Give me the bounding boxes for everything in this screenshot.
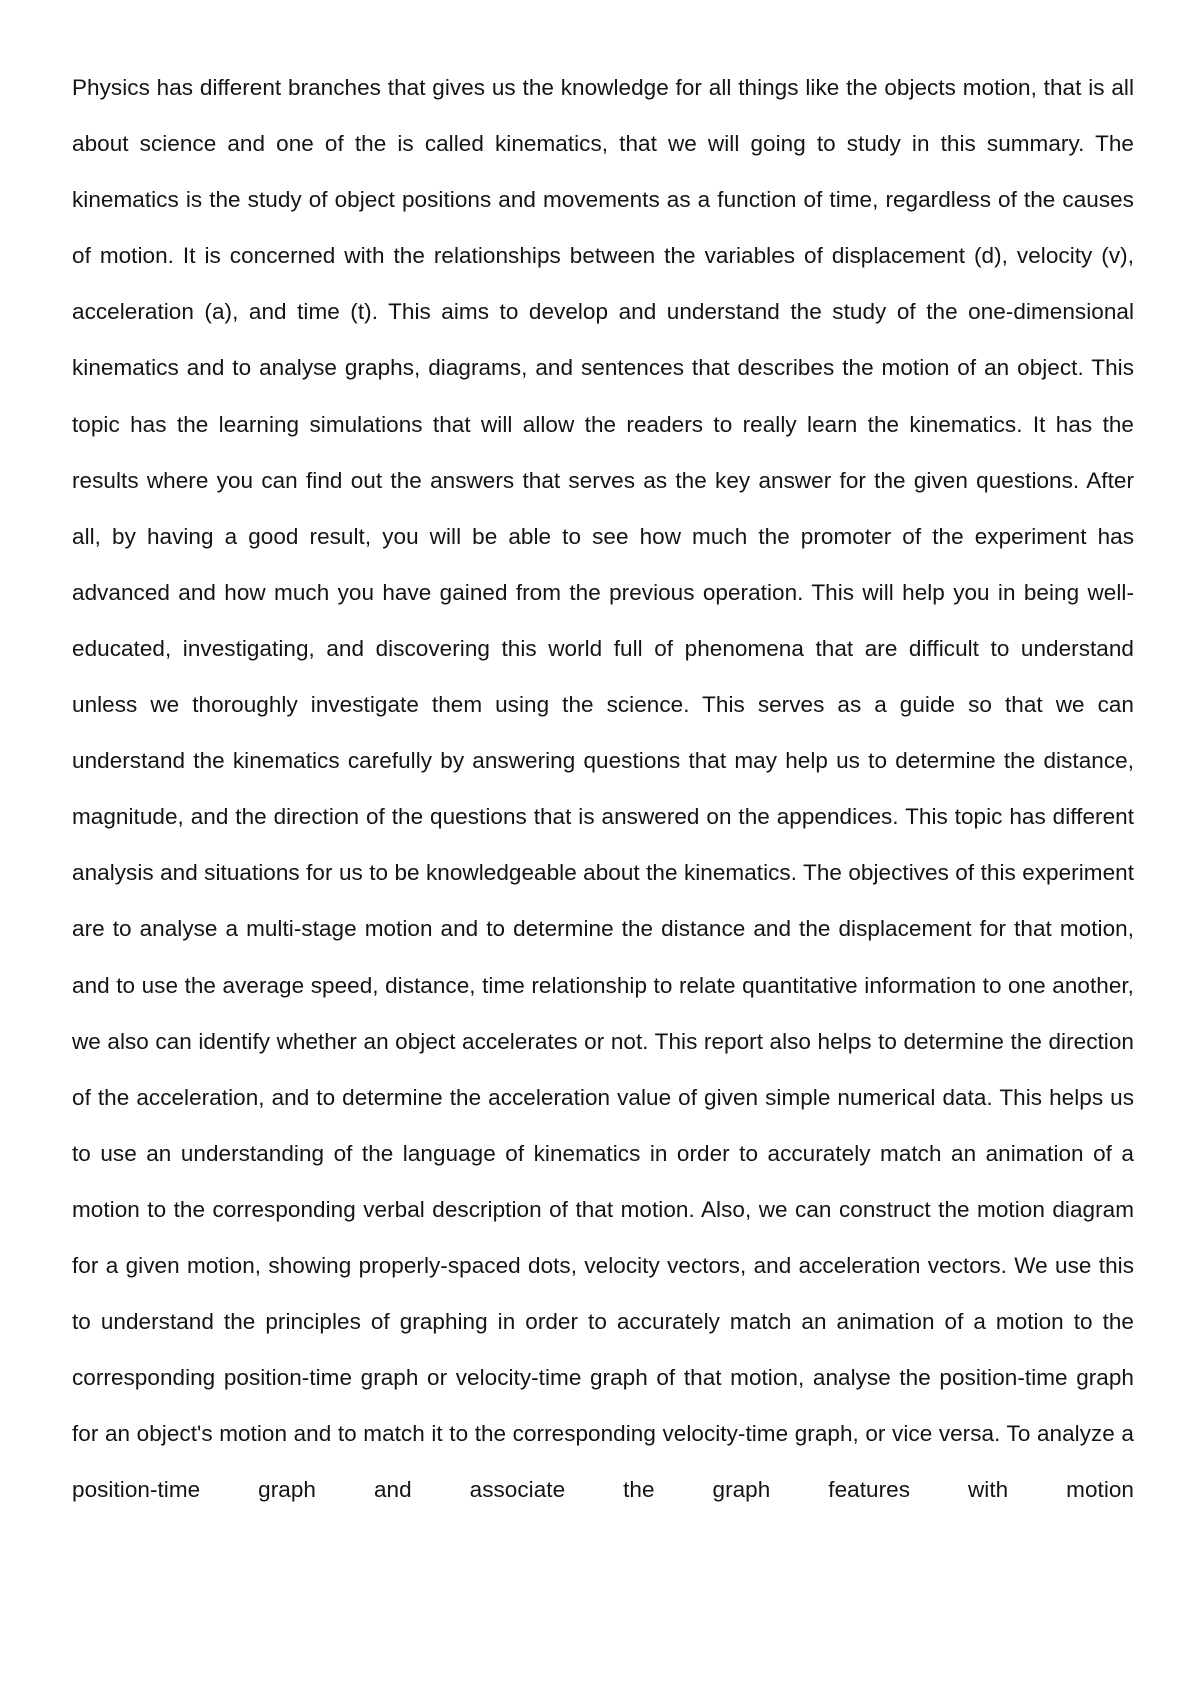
body-paragraph: Physics has different branches that gives us the knowledge for all things like the objects motion, that is all about science and one of the is called kinematics, that we will going to study in this summary. The kinematics is the study of object positions and movements as a function of time, regardless of the causes of motion. It is concerned with the relationships between the variables of displacement (d), velocity (v), acceleration (a), and time (t). This aims to develop and understand the study of the one-dimensional kinematics and to analyse graphs, diagrams, and sentences that describes the motion of an object. This topic has the learning simulations that will allow the readers to really learn the kinematics. It has the results where you can find out the answers that serves as the key answer for the given questions. After all, by having a good result, you will be able to see how much the promoter of the experiment has advanced and how much you have gained from the previous operation. This will help you in being well-educated, investigating, and discovering this world full of phenomena that are difficult to understand unless we thoroughly investigate them using the science. This serves as a guide so that we can understand the kinematics carefully by answering questions that may help us to determine the distance, magnitude, and the direction of the questions that is answered on the appendices. This topic has different analysis and situations for us to be knowledgeable about the kinematics. The objectives of this experiment are to analyse a multi-stage motion and to determine the distance and the displacement for that motion, and to use the average speed, distance, time relationship to relate quantitative information to one another, we also can identify whether an object accelerates or not. This report also helps to determine the direction of the acceleration, and to determine the acceleration value of given simple numerical data. This helps us to use an understanding of the language of kinematics in order to accurately match an animation of a motion to the corresponding verbal description of that motion. Also, we can construct the motion diagram for a given motion, showing properly-spaced dots, velocity vectors, and acceleration vectors. We use this to understand the principles of graphing in order to accurately match an animation of a motion to the corresponding position-time graph or velocity-time graph of that motion, analyse the position-time graph for an object's motion and to match it to the corresponding velocity-time graph, or vice versa. To analyze a position-time graph and associate the graph features with motion [72,75,1134,1503]
